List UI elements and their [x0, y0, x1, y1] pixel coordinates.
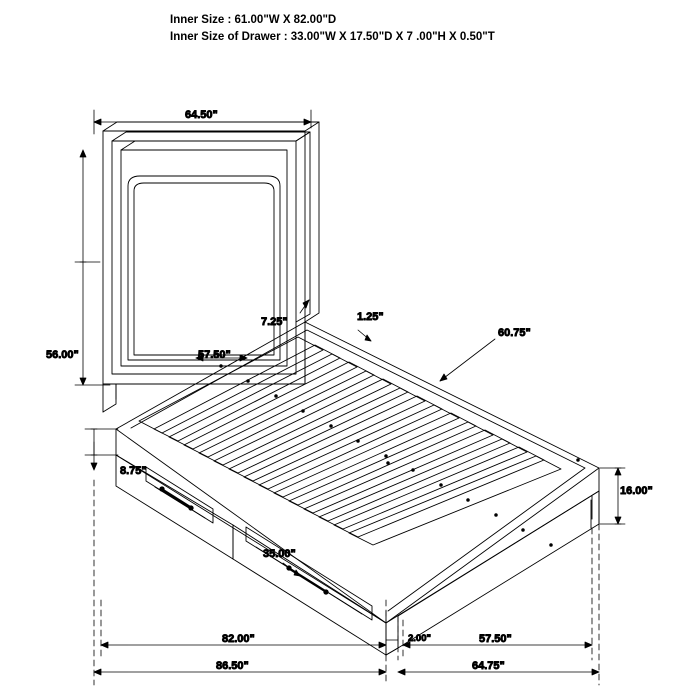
dim-top-width: 64.50"	[185, 109, 218, 121]
dim-foot-width-inner: 57.50"	[479, 633, 512, 645]
inner-size-line-1: Inner Size : 61.00"W X 82.00"D	[170, 14, 337, 26]
inner-size-line-2: Inner Size of Drawer : 33.00"W X 17.50"D X 7 .00"H X 0.50"T	[170, 31, 495, 43]
dim-deck-depth: 60.75"	[498, 327, 531, 339]
dimension-labels	[46, 109, 653, 672]
dim-foot-clearance: 2.00"	[408, 633, 431, 644]
dim-drawer-width: 35.00"	[263, 548, 296, 560]
dim-foot-width-outer: 64.75"	[472, 660, 505, 672]
dim-mattress-width: 57.50"	[198, 349, 231, 361]
dim-footboard-height: 16.00"	[620, 485, 653, 497]
dim-slat-gap: 7.25"	[261, 316, 288, 328]
dim-overall-length: 86.50"	[216, 660, 249, 672]
dim-slat-thickness: 1.25"	[357, 311, 384, 323]
dim-rail-height: 8.75"	[120, 465, 147, 477]
dim-headboard-height: 56.00"	[46, 349, 79, 361]
storage-drawer-unit	[116, 455, 386, 655]
dimension-lines	[75, 110, 625, 685]
foot-rail-and-legs	[386, 491, 599, 655]
dim-bed-length: 82.00"	[222, 633, 255, 645]
bed-deck-and-slats	[116, 322, 599, 623]
